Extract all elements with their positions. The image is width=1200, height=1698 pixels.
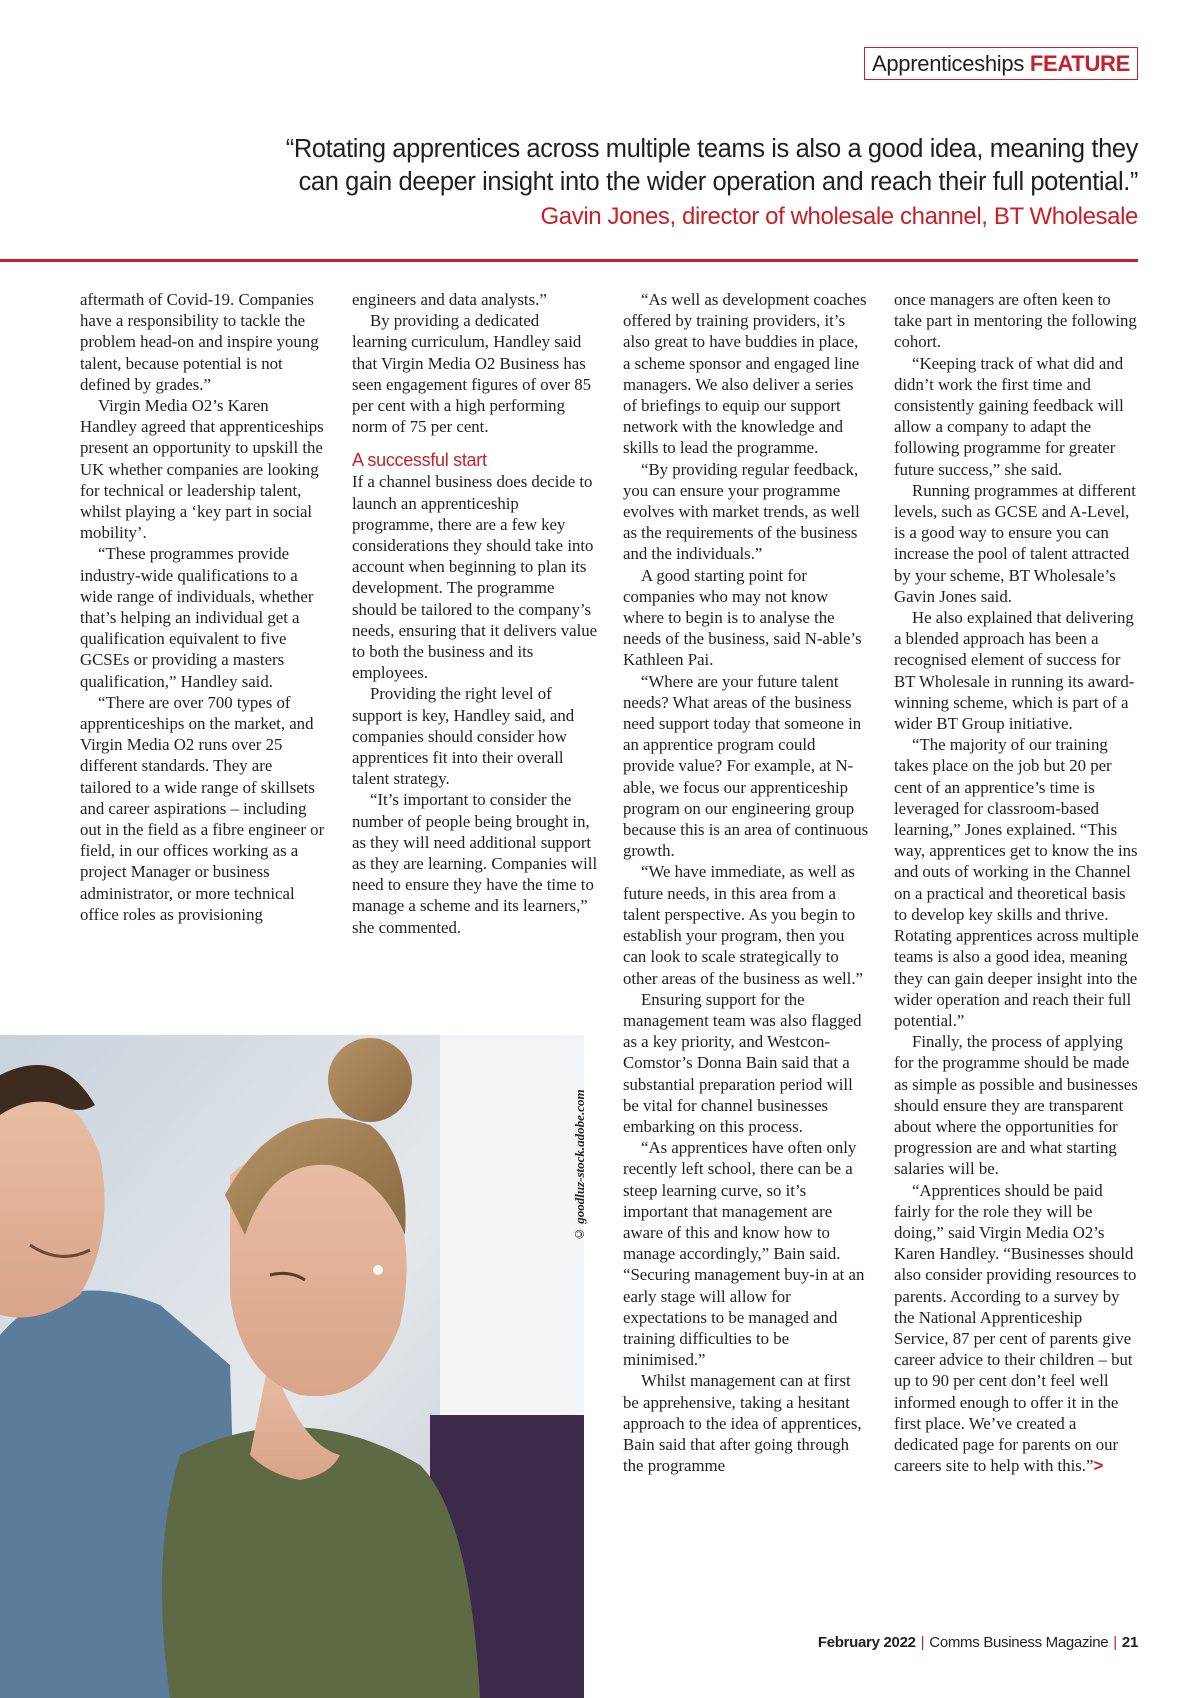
pull-quote-text: “Rotating apprentices across multiple teams is also a good idea, meaning they can gain deeper insight into the wider operation and reach their full potential.”: [285, 135, 1138, 196]
text-column-1: [80, 289, 326, 925]
pull-quote: [258, 133, 1138, 234]
feature-label: FEATURE: [1029, 51, 1130, 76]
paragraph: Providing the right level of support is key, Handley said, and companies should consider how apprentices fit into their overall talent strategy.: [352, 684, 575, 789]
text-column-4: [894, 289, 1140, 1476]
subheading: A successful start: [352, 450, 487, 471]
end-of-article-mark: >: [1093, 1456, 1104, 1476]
paragraph: “As apprentices have often only recently left school, there can be a steep learning curve, so it’s important that management are aware of this and know how to manage accordingly,” Bain said. “Securing management buy-in at an early stage will allow for expectations to be managed and training difficulties to be minimised.”: [623, 1138, 865, 1370]
paragraph: Ensuring support for the management team was also flagged as a key priority, and Westcon-Comstor’s Donna Bain said that a substantial preparation period will be vital for channel businesses embarking on this process.: [623, 989, 862, 1136]
text-column-3: [623, 289, 869, 1476]
paragraph: “As well as development coaches offered by training providers, it’s also great to have buddies in place, a scheme sponsor and engaged line managers. We also deliver a series of briefings to equip our support network with the knowledge and skills to lead the programme.: [623, 290, 867, 458]
photo-credit: © goodluz-stock.adobe.com: [572, 1089, 587, 1242]
paragraph-text: “Apprentices should be paid fairly for the role they will be doing,” said Virgin Media O2’s Karen Handley. “Businesses should also consider providing resources to parents. According to a survey by the National Apprenticeship Service, 87 per cent of parents give career advice to their children – but up to 90 per cent don’t feel well informed enough to offer it in the first place. We’ve created a dedicated page for parents on our careers site to help with this.”: [894, 1180, 1137, 1476]
pull-quote-attribution: Gavin Jones, director of wholesale channel, BT Wholesale: [540, 203, 1138, 230]
section-name: Apprenticeships: [871, 51, 1025, 76]
paragraph: “The majority of our training takes place on the job but 20 per cent of an apprentice’s time is leveraged for classroom-based learning,” Jones explained. “This way, apprentices get to know the ins and outs of working in the Channel on a practical and theoretical basis to develop key skills and thrive. Rotating apprentices across multiple teams is also a good idea, meaning they can gain deeper insight into the wider operation and reach their full potential.”: [894, 735, 1139, 1030]
paragraph: “By providing regular feedback, you can ensure your programme evolves with market trends, as well as the requirements of the business and the individuals.”: [623, 459, 860, 564]
paragraph: He also explained that delivering a blended approach has been a recognised element of success for BT Wholesale in running its award-winning scheme, which is part of a wider BT Group initiative.: [894, 608, 1135, 734]
section-divider: [0, 259, 1138, 262]
page-footer: [818, 1634, 1138, 1651]
paragraph: [894, 1180, 1140, 1477]
issue-date: February 2022: [817, 1634, 916, 1651]
footer-separator: |: [1113, 1634, 1117, 1651]
paragraph: Whilst management can at first be apprehensive, taking a hesitant approach to the idea of apprentices, Bain said that after going through the programme: [623, 1371, 862, 1476]
paragraph: “Where are your future talent needs? What areas of the business need support today that someone in an apprentice program could provide value? For example, at N-able, we focus our apprenticeship program on our engineering group because this is an area of continuous growth.: [623, 671, 869, 861]
paragraph: By providing a dedicated learning curriculum, Handley said that Virgin Media O2 Business has seen engagement figures of over 85 per cent with a high performing norm of 75 per cent.: [352, 311, 592, 437]
paragraph: “Keeping track of what did and didn’t work the first time and consistently gaining feedback will allow a company to adapt the following programme for greater future success,” she said.: [894, 353, 1124, 479]
paragraph: “It’s important to consider the number of people being brought in, as they will need additional support as they are learning. Companies will need to ensure they have the time to manage a scheme and its learners,” she commented.: [352, 790, 598, 937]
paragraph: aftermath of Covid-19. Companies have a responsibility to tackle the problem head-on and inspire young talent, because potential is not defined by grades.”: [80, 290, 319, 394]
page-number: 21: [1121, 1634, 1138, 1651]
paragraph: engineers and data analysts.”: [352, 290, 547, 309]
article-photo: [0, 1035, 584, 1698]
text-column-2: [352, 289, 598, 938]
paragraph: A good starting point for companies who may not know where to begin is to analyse the needs of the business, said N-able’s Kathleen Pai.: [623, 565, 862, 670]
footer-separator: |: [920, 1634, 925, 1651]
paragraph: Virgin Media O2’s Karen Handley agreed that apprenticeships present an opportunity to upskill the UK whether companies are looking for technical or leadership talent, whilst playing a ‘key part in social mobility’.: [80, 396, 324, 543]
paragraph: once managers are often keen to take part in mentoring the following cohort.: [894, 290, 1137, 352]
paragraph: Running programmes at different levels, such as GCSE and A-Level, is a good way to ensure you can increase the pool of talent attracted by your scheme, BT Wholesale’s Gavin Jones said.: [894, 480, 1136, 606]
paragraph: “We have immediate, as well as future needs, in this area from a talent perspective. As you begin to establish your program, then you can look to scale strategically to other areas of the business as well.”: [623, 862, 863, 988]
magazine-name: Comms Business Magazine: [929, 1634, 1109, 1651]
paragraph: “These programmes provide industry-wide qualifications to a wide range of individuals, whether that’s helping an individual get a qualification equivalent to five GCSEs or providing a masters qualification,” Handley said.: [80, 544, 314, 691]
paragraph: “There are over 700 types of apprenticeships on the market, and Virgin Media O2 runs over 25 different standards. They are tailored to a wide range of skillsets and career aspirations – including out in the field as a fibre engineer or field, in our offices working as a project Manager or business administrator, or more technical office roles as provisioning: [80, 692, 325, 924]
section-tag: [864, 47, 1138, 80]
paragraph: If a channel business does decide to launch an apprenticeship programme, there are a few key considerations they should take into account when beginning to plan its development. The programme should be tailored to the company’s needs, ensuring that it delivers value to both the business and its employees.: [352, 472, 598, 683]
paragraph: Finally, the process of applying for the programme should be made as simple as possible and businesses should ensure they are transparent about where the opportunities for progression are and what starting salaries will be.: [894, 1032, 1138, 1179]
